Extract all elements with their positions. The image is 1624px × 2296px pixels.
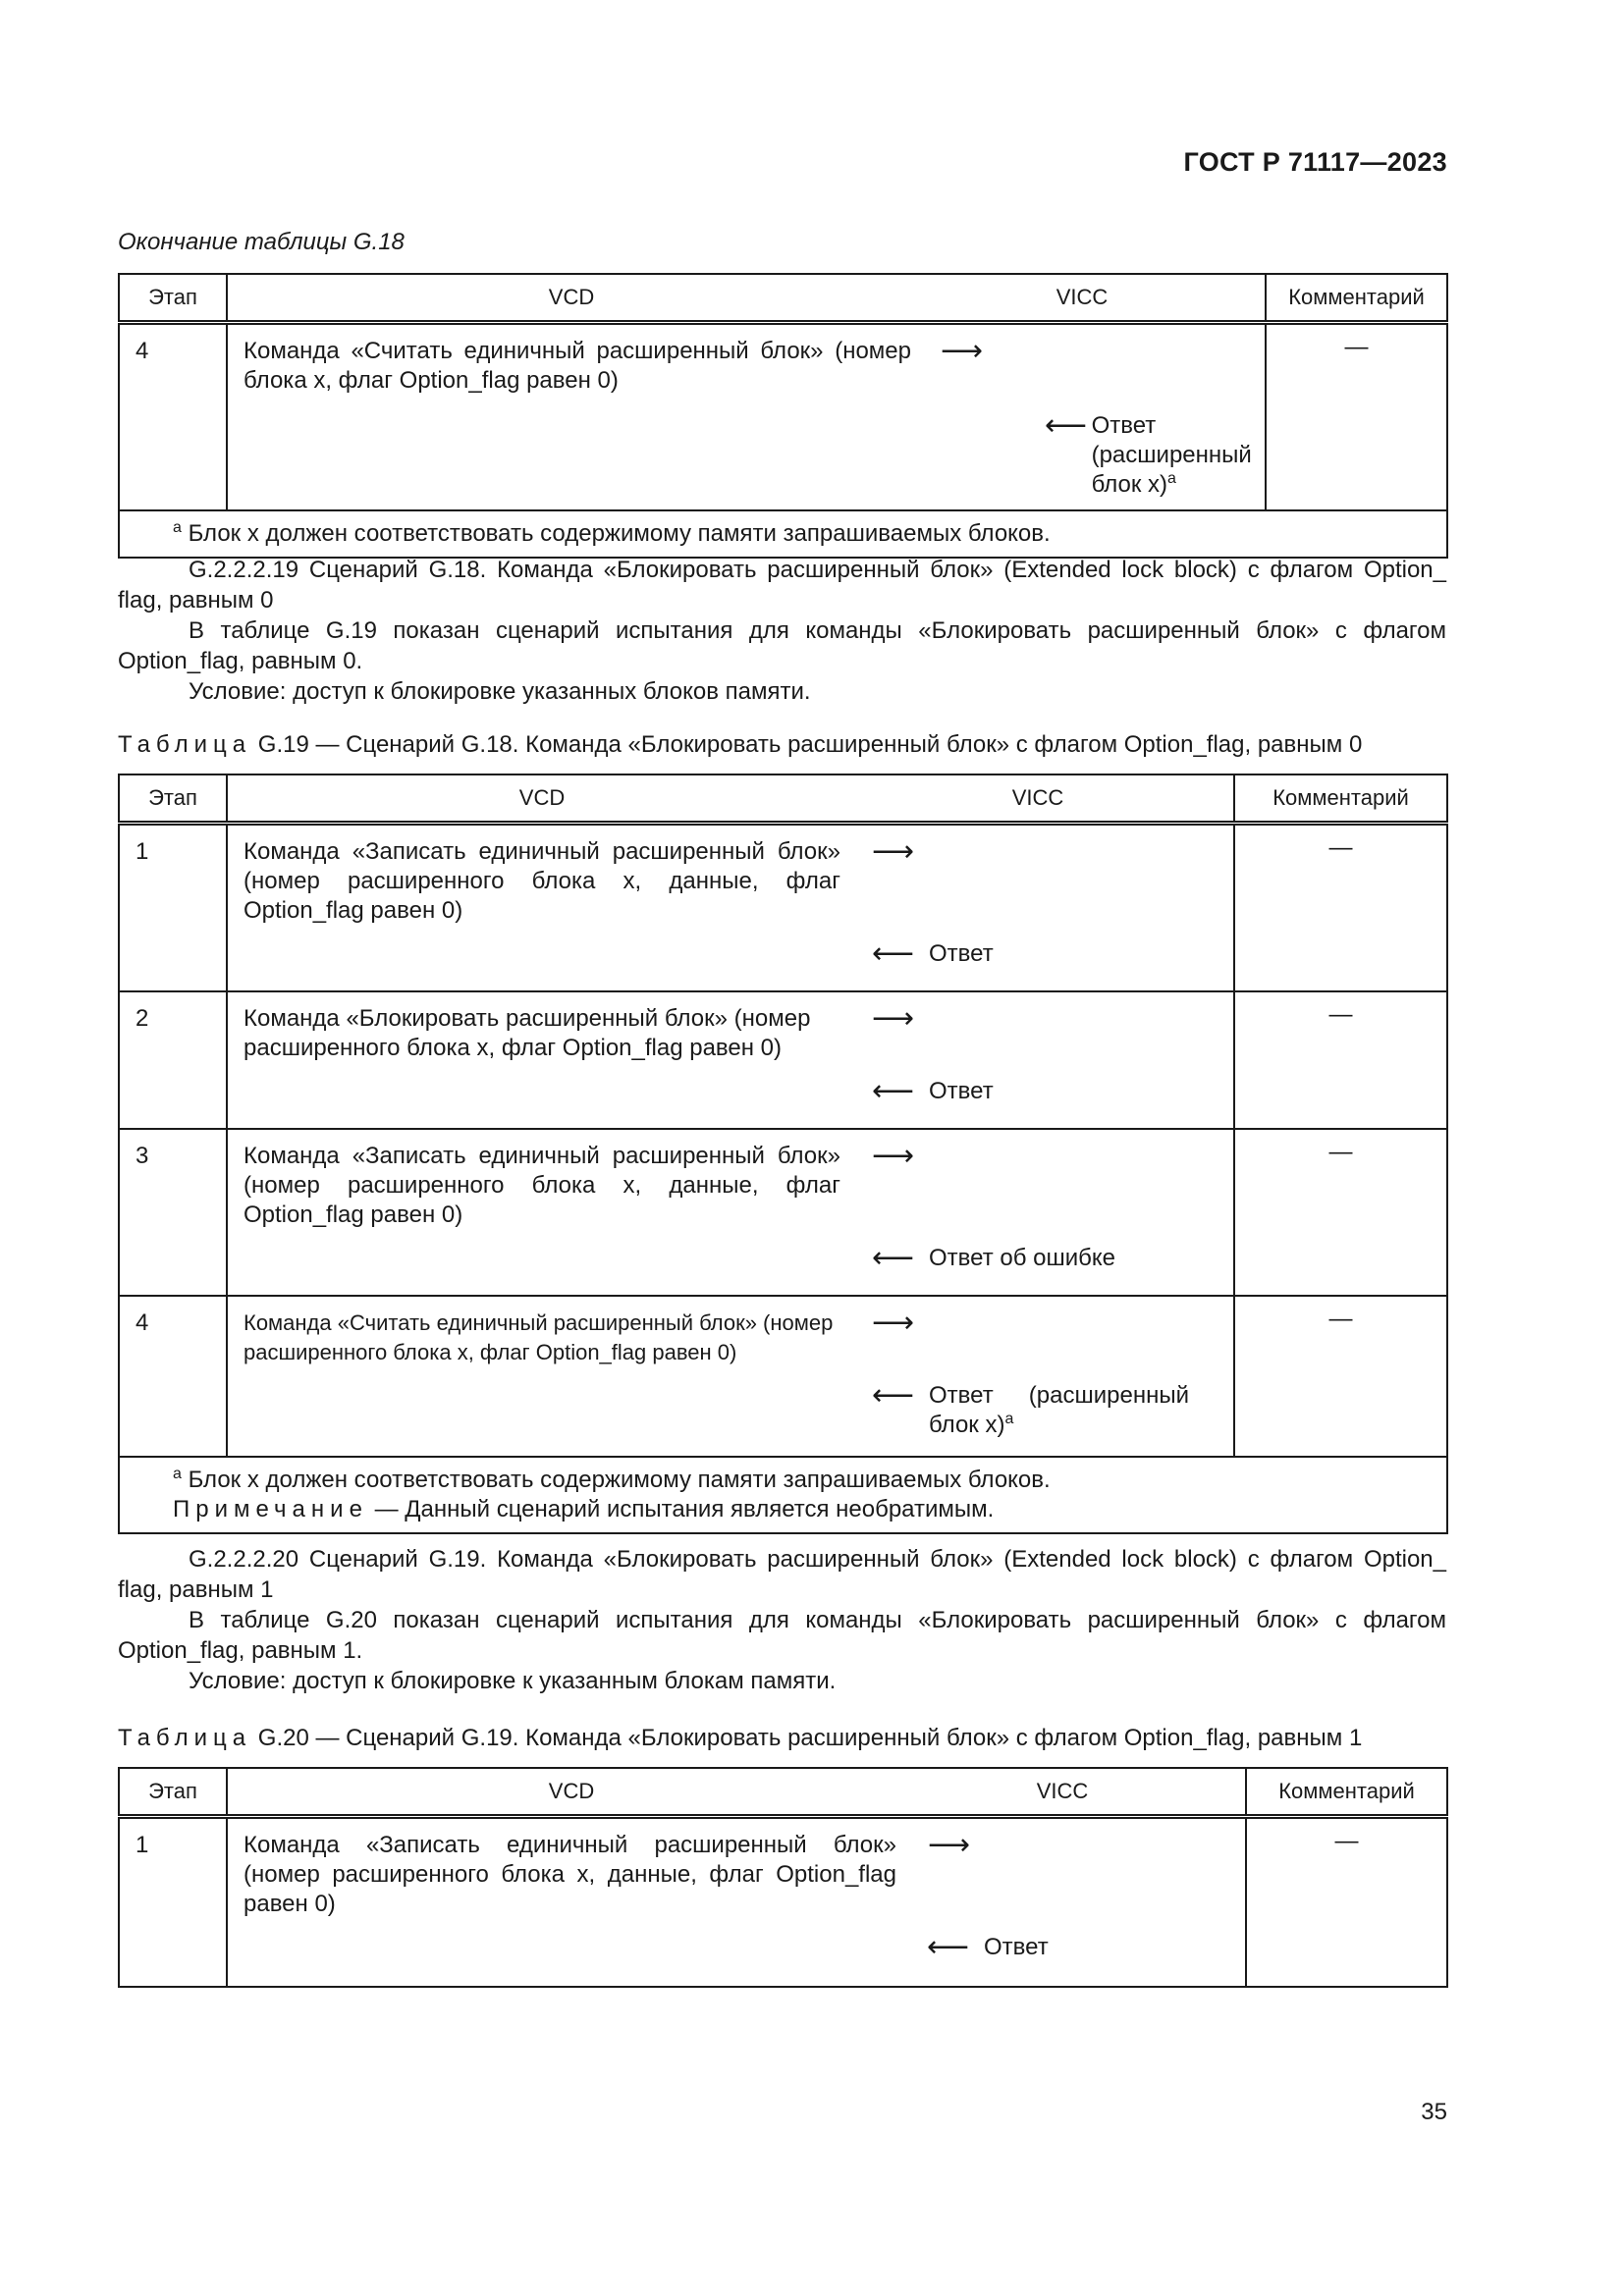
vcd-command: Команда «Записать единичный расширенный блок» (номер расширенного блока x, данные, флаг Option_flag равен 0) — [244, 1832, 896, 1917]
table-g19 — [118, 774, 1446, 1534]
col-vicc-header: VICC — [1036, 1779, 1089, 1803]
table-g18 — [118, 273, 1446, 559]
arrow-left-icon: ⟵ — [872, 1074, 915, 1108]
comment-cell: — — [1234, 1129, 1447, 1296]
arrow-left-icon: ⟵ — [872, 1378, 915, 1413]
col-vcd-header: VCD — [518, 785, 566, 810]
vicc-response: Ответ об ошибке — [929, 1245, 1115, 1271]
arrow-left-icon: ⟵ — [1045, 408, 1088, 443]
section-text: В таблице G.19 показан сценарий испытания для команды «Блокировать расширенный блок» с флагом Option_flag, равным 0. — [118, 617, 1446, 674]
arrow-right-icon: ⟶ — [872, 834, 915, 869]
arrow-left-icon: ⟵ — [872, 936, 915, 971]
exchange-cell — [227, 323, 1266, 511]
col-comment-header: Комментарий — [1234, 774, 1447, 824]
section-condition: Условие: доступ к блокировке к указанным блокам памяти. — [189, 1668, 837, 1694]
col-comment-header: Комментарий — [1246, 1768, 1447, 1817]
arrow-right-icon: ⟶ — [928, 1828, 971, 1862]
table-row — [119, 824, 1447, 992]
table-row — [119, 1817, 1447, 1988]
vcd-command: Команда «Записать единичный расширенный блок» (номер расширенного блока x, данные, флаг Option_flag равен 0) — [244, 838, 840, 924]
vicc-response: Ответ — [929, 940, 994, 967]
col-vcd-vicc-header — [227, 774, 1234, 824]
comment-cell: — — [1266, 323, 1447, 511]
section-heading: G.2.2.2.19 Сценарий G.18. Команда «Блокировать расширенный блок» (Extended lock block) с флагом Option_ flag, равным 0 — [118, 557, 1446, 614]
document-code: ГОСТ Р 71117—2023 — [1183, 147, 1447, 177]
vcd-command: Команда «Записать единичный расширенный блок» (номер расширенного блока x, данные, флаг Option_flag равен 0) — [244, 1143, 840, 1228]
col-step-header: Этап — [119, 1768, 227, 1817]
arrow-right-icon: ⟶ — [872, 1306, 915, 1340]
vicc-response: Ответ (расширенный блок x)$^a$ — [929, 1382, 1189, 1438]
vicc-response: Ответ (расширенный блок x)$^a$ — [1091, 412, 1252, 498]
table-row — [119, 1129, 1447, 1296]
vicc-response: Ответ — [929, 1078, 994, 1104]
section-g19 — [118, 555, 1446, 707]
step-cell: 1 — [119, 1817, 227, 1988]
table-g19-caption: Таблица G.19 — Сценарий G.18. Команда «Блокировать расширенный блок» с флагом Option_flag, равным 0 — [118, 731, 1363, 758]
table-row — [119, 1296, 1447, 1457]
table-g18-caption: Окончание таблицы G.18 — [118, 229, 405, 255]
col-vicc-header: VICC — [1011, 785, 1064, 810]
section-text: В таблице G.20 показан сценарий испытания для команды «Блокировать расширенный блок» с флагом Option_flag, равным 1. — [118, 1607, 1446, 1664]
col-comment-header: Комментарий — [1266, 274, 1447, 323]
step-cell: 1 — [119, 824, 227, 992]
step-cell: 4 — [119, 1296, 227, 1457]
section-condition: Условие: доступ к блокировке указанных блоков памяти. — [189, 678, 811, 705]
comment-cell: — — [1234, 991, 1447, 1129]
exchange-cell — [227, 1296, 1234, 1457]
vcd-command: Команда «Считать единичный расширенный блок» (номер расширенного блока x, флаг Option_flag равен 0) — [244, 1310, 834, 1364]
table-footnote: $^a$ Блок x должен соответствовать содержимому памяти запрашиваемых блоков. — [119, 510, 1447, 558]
arrow-left-icon: ⟵ — [872, 1241, 915, 1275]
col-step-header: Этап — [119, 274, 227, 323]
comment-cell: — — [1234, 824, 1447, 992]
col-step-header: Этап — [119, 774, 227, 824]
section-heading: G.2.2.2.20 Сценарий G.19. Команда «Блокировать расширенный блок» (Extended lock block) с флагом Option_ flag, равным 1 — [118, 1546, 1446, 1603]
table-row — [119, 991, 1447, 1129]
arrow-left-icon: ⟵ — [927, 1930, 970, 1964]
comment-cell: — — [1234, 1296, 1447, 1457]
table-g20-caption: Таблица G.20 — Сценарий G.19. Команда «Блокировать расширенный блок» с флагом Option_flag, равным 1 — [118, 1725, 1363, 1751]
step-cell: 3 — [119, 1129, 227, 1296]
col-vcd-header: VCD — [548, 285, 595, 309]
vcd-command: Команда «Блокировать расширенный блок» (номер расширенного блока x, флаг Option_flag равен 0) — [244, 1005, 811, 1061]
table-note: Примечание — Данный сценарий испытания является необратимым. — [173, 1496, 995, 1522]
exchange-cell — [227, 1129, 1234, 1296]
arrow-right-icon: ⟶ — [872, 1001, 915, 1036]
vicc-response: Ответ — [984, 1934, 1049, 1960]
exchange-cell — [227, 991, 1234, 1129]
table-footnote: $^a$ Блок x должен соответствовать содержимому памяти запрашиваемых блоков. Примечание — Данный сценарий испытания является необратимым. — [119, 1457, 1447, 1533]
table-row — [119, 323, 1447, 511]
arrow-right-icon: ⟶ — [941, 334, 984, 368]
exchange-cell — [227, 1817, 1246, 1988]
comment-cell: — — [1246, 1817, 1447, 1988]
table-g20 — [118, 1767, 1446, 1988]
vcd-command: Команда «Считать единичный расширенный блок» (номер блока x, флаг Option_flag равен 0) — [244, 338, 911, 394]
exchange-cell — [227, 824, 1234, 992]
section-g20 — [118, 1544, 1446, 1696]
col-vicc-header: VICC — [1056, 285, 1109, 309]
page-number: 35 — [1421, 2099, 1447, 2125]
step-cell: 4 — [119, 323, 227, 511]
col-vcd-header: VCD — [548, 1779, 595, 1803]
step-cell: 2 — [119, 991, 227, 1129]
col-vcd-vicc-header — [227, 1768, 1246, 1817]
col-vcd-vicc-header — [227, 274, 1266, 323]
arrow-right-icon: ⟶ — [872, 1139, 915, 1173]
